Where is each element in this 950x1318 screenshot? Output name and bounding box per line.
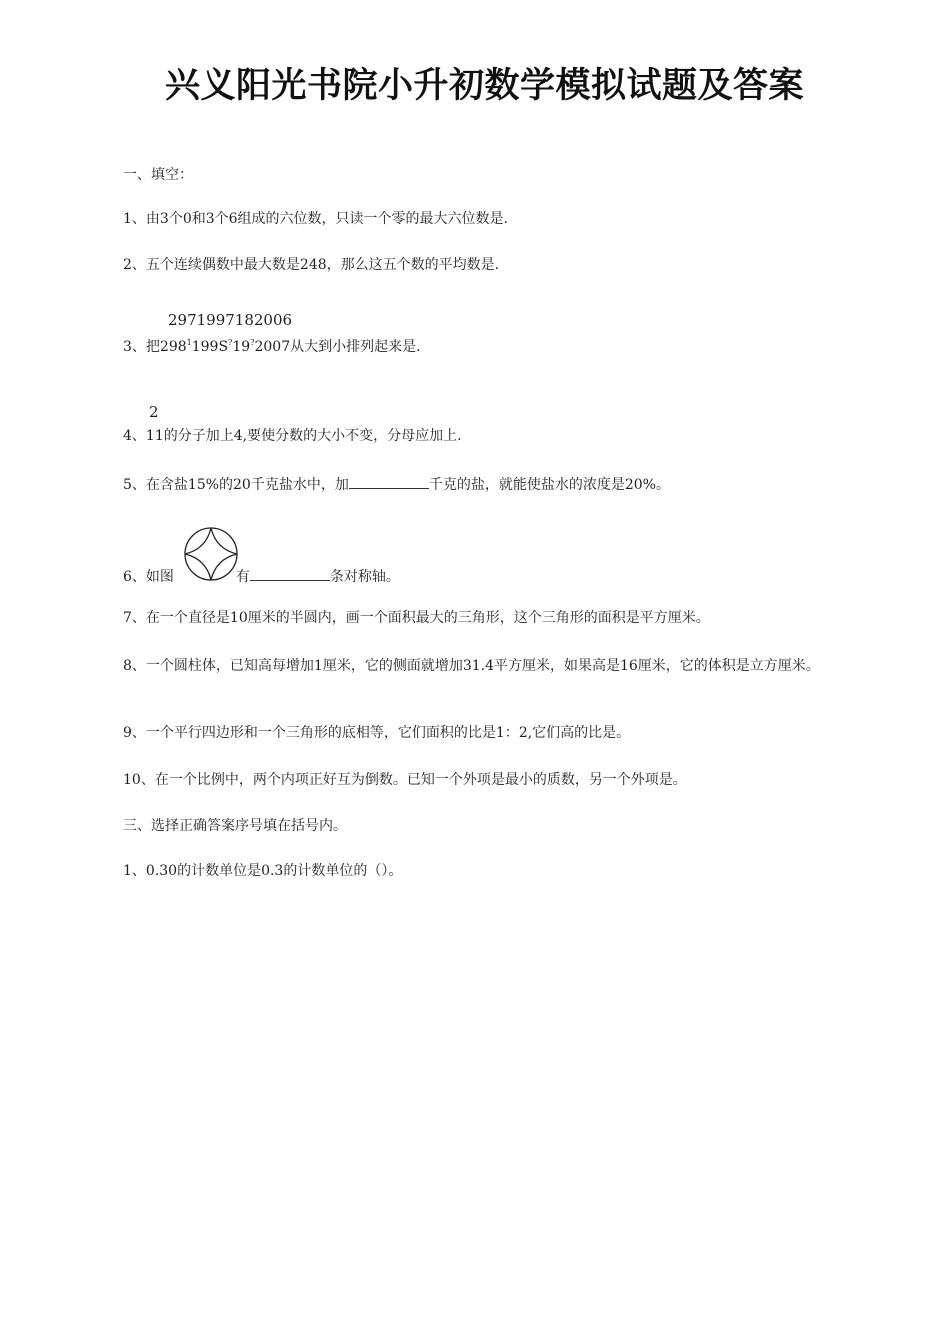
question-5-after: 千克的盐，就能使盐水的浓度是20%。: [428, 477, 670, 493]
question-8: 8、一个圆柱体，已知高每增加1厘米，它的侧面就增加31.4平方厘米，如果高是16厘米，它的体积是立方厘米。: [123, 658, 820, 674]
question-4-denominator: 2: [149, 403, 159, 421]
question-7: 7、在一个直径是10厘米的半圆内，画一个面积最大的三角形，这个三角形的面积是平方厘米。: [123, 610, 710, 626]
question-10: 10、在一个比例中，两个内项正好互为倒数。已知一个外项是最小的质数，另一个外项是。: [123, 772, 687, 788]
question-1: 1、由3个0和3个6组成的六位数，只读一个零的最大六位数是.: [123, 211, 508, 227]
question-6-middle: 有: [235, 569, 250, 585]
question-3-numbers: 2971997182006: [168, 311, 293, 329]
question-3-prefix: 3、把298: [123, 339, 187, 355]
question-2: 2、五个连续偶数中最大数是248，那么这五个数的平均数是.: [123, 257, 500, 273]
choice-question-1: 1、0.30的计数单位是0.3的计数单位的（）。: [123, 863, 403, 879]
answer-blank: [349, 474, 429, 489]
question-3-suffix: 2007从大到小排列起来是.: [254, 339, 421, 355]
question-3-sup-2: ?: [228, 338, 233, 347]
question-3-sup-3: ?: [250, 338, 255, 347]
question-6: [123, 566, 400, 588]
question-3-sup-1: 1: [186, 338, 192, 347]
answer-blank: [250, 566, 330, 581]
question-4: 4、11的分子加上4,要使分数的大小不变，分母应加上.: [123, 428, 462, 444]
question-6-after: 条对称轴。: [329, 569, 400, 585]
question-5-before: 5、在含盐15%的20千克盐水中，加: [123, 477, 349, 493]
question-3-mid-1: 199S: [191, 339, 229, 355]
section-choice-heading: 三、选择正确答案序号填在括号内。: [123, 818, 347, 834]
question-3-mid-2: 19: [232, 339, 251, 355]
question-5: [123, 474, 670, 496]
question-9: 9、一个平行四边形和一个三角形的底相等，它们面积的比是1：2,它们高的比是。: [123, 725, 631, 741]
section-fill-blank-heading: 一、填空：: [123, 167, 193, 183]
question-3: [123, 336, 421, 360]
question-6-before: 6、如图: [123, 569, 174, 585]
page-title: 兴义阳光书院小升初数学模拟试题及答案: [165, 66, 805, 106]
